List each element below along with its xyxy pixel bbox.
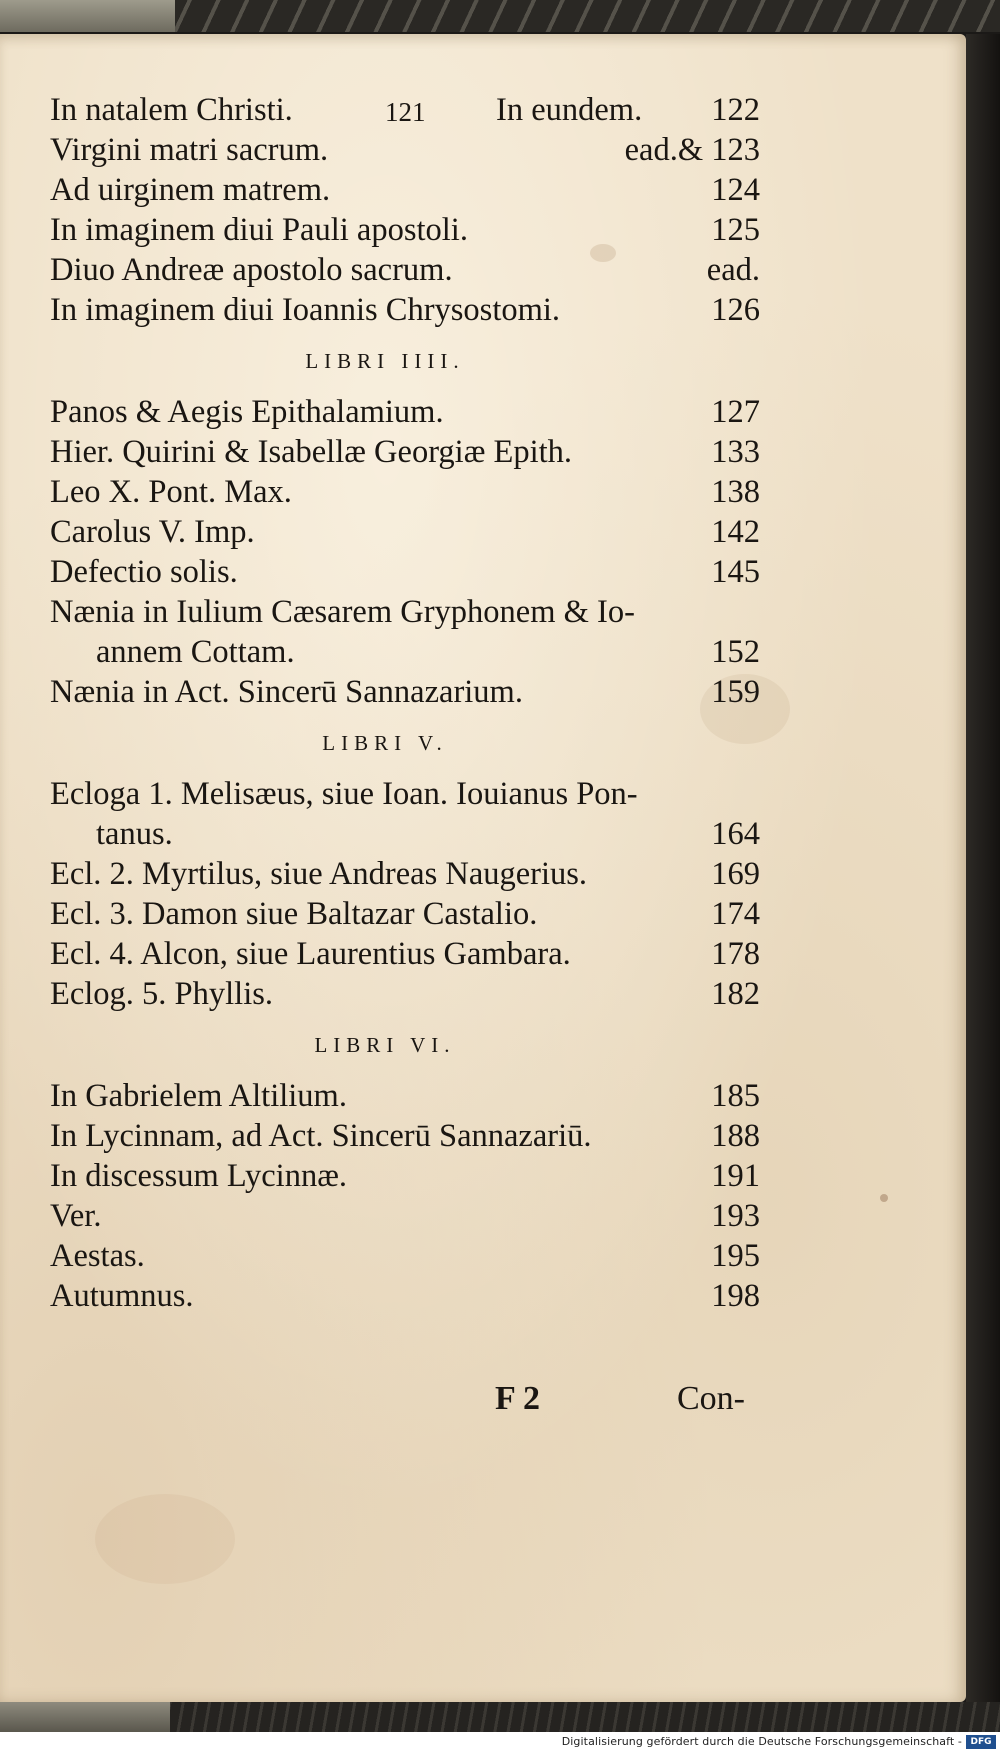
toc-entry (50, 774, 760, 814)
toc-entry-page: 178 (711, 936, 760, 972)
toc-entry (50, 90, 760, 130)
toc-entry-page: 198 (711, 1278, 760, 1314)
toc-entry-page: 145 (711, 554, 760, 590)
toc-entry-page: ead. (706, 252, 760, 288)
toc-entry (50, 974, 760, 1014)
page-footer-line (0, 1380, 770, 1424)
toc-entry-title: Carolus V. Imp. (50, 514, 255, 550)
toc-entry-page: 127 (711, 394, 760, 430)
scan-top-edge (0, 0, 1000, 32)
toc-entry-title: Nænia in Iulium Cæsarem Gryphonem & Io- (50, 594, 635, 630)
toc-entry (50, 1156, 760, 1196)
toc-group-libri-vi (50, 1076, 760, 1316)
toc-entry-title: Ecl. 2. Myrtilus, siue Andreas Naugerius. (50, 856, 588, 892)
section-heading: LIBRI VI. (314, 1033, 456, 1057)
toc-entry (50, 934, 760, 974)
toc-entry-page: 126 (711, 292, 760, 328)
toc-entry (50, 552, 760, 592)
toc-entry-title: In imaginem diui Ioannis Chrysostomi. (50, 292, 561, 328)
toc-entry-title: tanus. (96, 816, 173, 852)
toc-group-libri-iiii (50, 392, 760, 712)
toc-entry (50, 1116, 760, 1156)
toc-entry-title: annem Cottam. (96, 634, 295, 670)
toc-entry-title: Ver. (50, 1198, 102, 1234)
toc-entry (50, 512, 760, 552)
toc-entry (50, 854, 760, 894)
toc-entry-page: 133 (711, 434, 760, 470)
toc-entry-title: In discessum Lycinnæ. (50, 1158, 347, 1194)
toc-entry (50, 1076, 760, 1116)
toc-entry (50, 290, 760, 330)
toc-entry (50, 1276, 760, 1316)
toc-entry-page: 164 (711, 816, 760, 852)
toc-entry-title: Defectio solis. (50, 554, 238, 590)
scan-color-tab (0, 1702, 170, 1732)
section-heading: LIBRI IIII. (305, 349, 465, 373)
toc-entry-title: Ad uirginem matrem. (50, 172, 331, 208)
toc-entry (50, 432, 760, 472)
scan-color-tab (0, 0, 175, 32)
toc-entry-title: Aestas. (50, 1238, 145, 1274)
toc-group-libri-v (50, 774, 760, 1014)
toc-entry-title: In Lycinnam, ad Act. Sincerū Sannazariū. (50, 1118, 592, 1154)
toc-entry (50, 392, 760, 432)
toc-entry-page: 125 (711, 212, 760, 248)
toc-entry-page: 159 (711, 674, 760, 710)
toc-entry-page: 124 (711, 172, 760, 208)
toc-entry-title: Diuo Andreæ apostolo sacrum. (50, 252, 453, 288)
toc-entry-page: 188 (711, 1118, 760, 1154)
section-heading: LIBRI V. (322, 731, 448, 755)
toc-entry (50, 472, 760, 512)
toc-entry-title: Autumnus. (50, 1278, 194, 1314)
toc-entry-page: 195 (711, 1238, 760, 1274)
toc-entry-page: 185 (711, 1078, 760, 1114)
toc-entry-page: 142 (711, 514, 760, 550)
signature-mark: F 2 (495, 1380, 541, 1417)
scan-bottom-edge (0, 1702, 1000, 1732)
toc-entry (50, 210, 760, 250)
toc-entry-title-secondary: In eundem. (496, 92, 643, 128)
table-of-contents (50, 90, 760, 1316)
paper-stain (880, 1194, 888, 1202)
toc-entry-page: 191 (711, 1158, 760, 1194)
toc-entry-title: Nænia in Act. Sincerū Sannazarium. (50, 674, 523, 710)
toc-entry (50, 130, 760, 170)
toc-entry-page: 174 (711, 896, 760, 932)
toc-entry (50, 632, 760, 672)
funding-credit: Digitalisierung gefördert durch die Deutsche Forschungsgemeinschaft - (561, 1735, 962, 1748)
toc-group-libri-iii (50, 90, 760, 330)
toc-entry-title: Virgini matri sacrum. (50, 132, 329, 168)
toc-entry-title: Ecloga 1. Melisæus, siue Ioan. Iouianus Pon- (50, 776, 638, 812)
toc-entry-page-secondary: 122 (711, 92, 760, 128)
toc-entry-page: ead.& 123 (624, 132, 760, 168)
paper-stain (95, 1494, 235, 1584)
toc-entry-page: 121 (385, 97, 426, 127)
toc-entry-title: In Gabrielem Altilium. (50, 1078, 347, 1114)
toc-entry-title: Ecl. 4. Alcon, siue Laurentius Gambara. (50, 936, 571, 972)
digitization-footer (0, 1732, 1000, 1753)
toc-entry-page: 138 (711, 474, 760, 510)
catchword: Con- (677, 1380, 745, 1417)
toc-entry-title: Hier. Quirini & Isabellæ Georgiæ Epith. (50, 434, 573, 470)
toc-entry-title: Eclog. 5. Phyllis. (50, 976, 273, 1012)
toc-entry (50, 592, 760, 632)
toc-entry-page: 169 (711, 856, 760, 892)
toc-entry-title: In imaginem diui Pauli apostoli. (50, 212, 468, 248)
toc-entry-title: In natalem Christi. (50, 92, 293, 128)
toc-entry (50, 672, 760, 712)
toc-entry-page: 152 (711, 634, 760, 670)
dfg-logo: DFG (966, 1735, 996, 1749)
toc-entry (50, 814, 760, 854)
toc-entry (50, 894, 760, 934)
toc-entry-title: Ecl. 3. Damon siue Baltazar Castalio. (50, 896, 538, 932)
toc-entry-page: 193 (711, 1198, 760, 1234)
scan-right-edge (966, 34, 1000, 1702)
toc-entry (50, 250, 760, 290)
toc-entry-page: 182 (711, 976, 760, 1012)
toc-entry-title: Leo X. Pont. Max. (50, 474, 292, 510)
toc-entry (50, 170, 760, 210)
toc-entry (50, 1236, 760, 1276)
toc-entry (50, 1196, 760, 1236)
toc-entry-title: Panos & Aegis Epithalamium. (50, 394, 444, 430)
